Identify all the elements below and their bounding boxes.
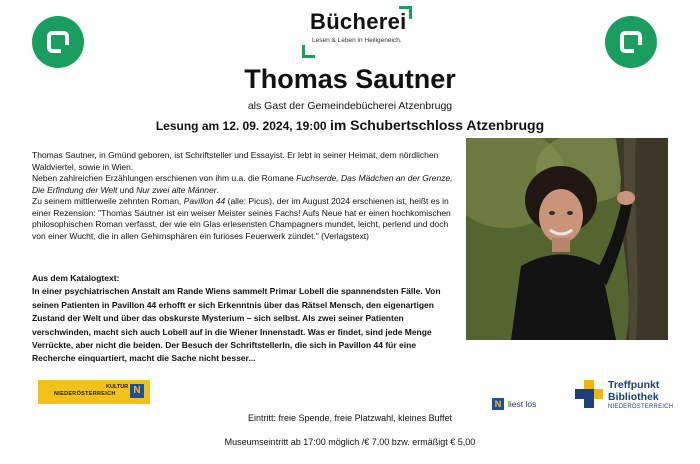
buecherei-name: Bücherei (310, 9, 407, 34)
bio-books: Fuchserde, Das Mädchen an der Grenze, Die Erfindung der Welt (32, 173, 453, 195)
bio-new-book: Pavillon 44 (183, 196, 226, 206)
bio-book-last: Nur zwei alte Männer (136, 184, 217, 195)
bio-paragraph-1: Thomas Sautner, in Gmünd geboren, ist Schriftsteller und Essayist. Er lebt in seiner Heimat, dem nördlichen Waldviertel, sowie in Wien. (32, 150, 439, 172)
right-library-logo-icon (605, 16, 657, 68)
kultur-label: KULTUR (106, 384, 129, 390)
event-date-line (0, 117, 700, 133)
event-date: Lesung am 12. 09. 2024, 19:00 (155, 119, 327, 133)
museum-info: Museumseintritt ab 17:00 möglich /€ 7,00 bzw. ermäßigt € 5,00 (224, 437, 476, 447)
liest-los-logo (492, 398, 536, 410)
bio-paragraph-2: Neben zahlreichen Erzählungen erschienen von ihm u.a. die Romane Fuchserde, Das Mädchen an der Grenze, Die Erfindung der Welt und Nur zwei alte Männer. (32, 173, 453, 195)
admission-info: Eintritt: freie Spende, freie Platzwahl, kleines Buffet (248, 413, 452, 423)
catalog-body: In einer psychiatrischen Anstalt am Rande Wiens sammelt Primar Lobell die spannendsten Fälle. Von seinen Patienten in Pavillon 44 erhofft er sich Erkenntnis über das Rätsel Mensch, den eigenartigen Zustand der Welt und über das obskurste Mysterium – sich selbst. Als zwei seiner Patienten verschwinden, macht sich auch Lobell auf in die Wiener Innenstadt. Was er findet, sind jede Menge Verrückte, aber nicht die beiden. Der Besuch der SchriftstellerIn, die sich in Pavillon 44 für eine Recherche einquartiert, macht die Sache nicht besser... (32, 286, 441, 364)
tpb-line-3: NIEDERÖSTERREICH (608, 404, 674, 410)
catalog-heading: Aus dem Katalogtext: (32, 273, 120, 283)
event-host: als Gast der Gemeindebücherei Atzenbrugg (247, 100, 453, 112)
left-library-logo-icon (32, 16, 84, 68)
noe-icon: N (130, 384, 144, 398)
event-place: im Schubertschloss Atzenbrugg (329, 117, 545, 133)
tpb-line-2: Bibliothek (608, 391, 659, 403)
liest-los-label: liest los (508, 399, 537, 409)
author-photo (466, 138, 668, 340)
bio-paragraph-3: Zu seinem mittlerweile zehnten Roman, Pavillon 44 (alle: Picus), der im August 2024 erschienen ist, heißt es in einer Rezension: "Thomas Sautner ist ein weiser Meister seines Fachs! Aufs Neue hat er einen hochkomischen philosophischen Roman verfasst, der wie ein Glas erlesensten Champagners mundet, leicht, perlend und doch von einer Wucht, die in allen Gehirnsphären ein furioses Feuerwerk zündet." (Verlagstext) (32, 196, 451, 241)
page-title: Thomas Sautner (244, 64, 456, 94)
kultur-noe-logo (38, 380, 150, 404)
catalog-text (32, 272, 444, 366)
tpb-line-1: Treffpunkt (608, 379, 660, 391)
treffpunkt-bibliothek-logo (575, 378, 685, 416)
buecherei-logo (302, 6, 412, 58)
author-bio (32, 150, 457, 242)
buecherei-tagline: Lesen & Leben in Heiligeneich. (312, 37, 402, 44)
kultur-region: NIEDERÖSTERREICH (54, 391, 116, 397)
noe-small-icon: N (492, 398, 504, 410)
cross-icon (575, 380, 603, 408)
